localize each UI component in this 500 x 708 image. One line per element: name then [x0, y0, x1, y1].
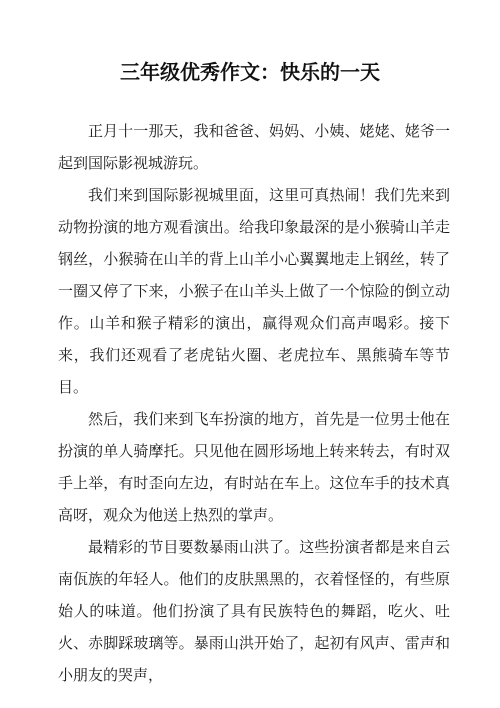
paragraph-4: 最精彩的节目要数暴雨山洪了。这些扮演者都是来自云南佤族的年轻人。他们的皮肤黑黑的，衣着怪怪的，有些原始人的味道。他们扮演了具有民族特色的舞蹈，吃火、吐火、赤脚踩玻璃等。暴雨山洪开始了，起初有风声、雷声和小朋友的哭声，: [58, 538, 450, 684]
document-body: [58, 115, 450, 691]
paragraph-1: 正月十一那天，我和爸爸、妈妈、小姨、姥姥、姥爷一起到国际影视城游玩。: [58, 122, 450, 172]
paragraph-3: 然后，我们来到飞车扮演的地方，首先是一位男士他在扮演的单人骑摩托。只见他在圆形场地上转来转去，有时双手上举，有时歪向左边，有时站在车上。这位车手的技术真高呀，观众为他送上热烈的掌声。: [58, 410, 450, 524]
document-title: 三年级优秀作文：快乐的一天: [120, 60, 380, 84]
paragraph-2: 我们来到国际影视城里面，这里可真热闹！我们先来到动物扮演的地方观看演出。给我印象最深的是小猴骑山羊走钢丝，小猴骑在山羊的背上山羊小心翼翼地走上钢丝，转了一圈又停了下来，小猴子在山羊头上做了一个惊险的倒立动作。山羊和猴子精彩的演出，赢得观众们高声喝彩。接下来，我们还观看了老虎钻火圈、老虎拉车、黑熊骑车等节目。: [58, 186, 450, 396]
